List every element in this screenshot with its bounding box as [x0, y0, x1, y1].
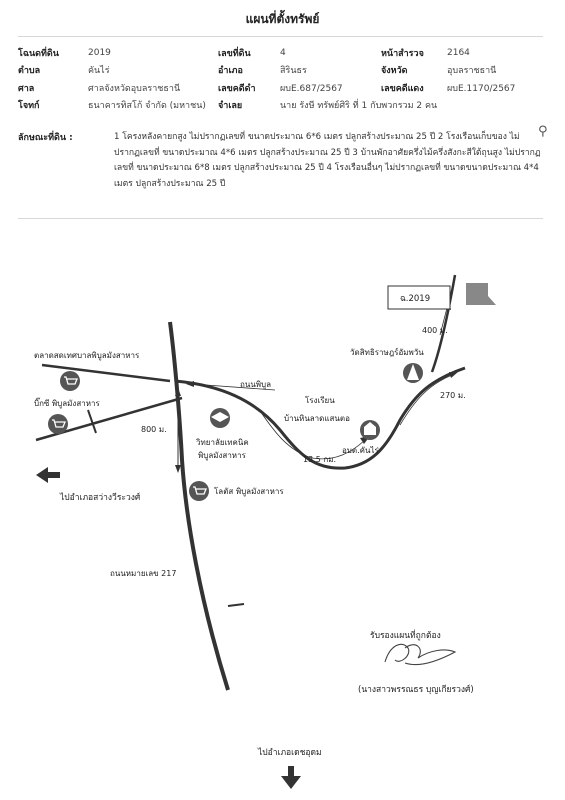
district-value: สิรินธร: [280, 66, 307, 77]
court-value: ศาลจังหวัดอุบลราชธานี: [88, 83, 181, 94]
district-label: อำเภอ: [218, 66, 243, 77]
arrow-down-icon: [281, 766, 301, 789]
school-icon: [360, 420, 380, 440]
route-arrow-270m: [400, 375, 452, 425]
signer-label: (นางสาวพรรณธร บุญเกียรวงศ์): [358, 685, 474, 695]
dist-270m-label: 270 ม.: [440, 391, 466, 400]
highway-label: ถนนหมายเลข 217: [110, 569, 177, 578]
survey-page-value: 2164: [447, 47, 470, 58]
temple-icon: [403, 363, 423, 383]
to-sawang-label: ไปอำเภอสว่างวีระวงศ์: [60, 493, 141, 503]
market-label: ตลาดสดเทศบาลพิบูลมังสาหาร: [34, 351, 140, 360]
lotus-label: โลตัส พิบูลมังสาหาร: [214, 487, 284, 496]
province-value: อุบลราชธานี: [447, 66, 497, 77]
survey-page-label: หน้าสำรวจ: [381, 48, 424, 59]
black-case-label: เลขคดีดำ: [218, 83, 256, 94]
certify-label: รับรองแผนที่ถูกต้อง: [370, 631, 441, 641]
black-case-value: ผบE.687/2567: [280, 83, 343, 94]
subdistrict-value: คันไร่: [88, 66, 110, 77]
college-icon: [210, 408, 230, 428]
page-title: แผนที่ตั้งทรัพย์: [245, 12, 320, 26]
deed-value: 2019: [88, 47, 111, 58]
obt-label: อบต.คันไร่: [342, 446, 379, 455]
highway-217-road: [170, 322, 228, 690]
defendant-label: จำเลย: [218, 101, 243, 112]
bigc-label: บิ๊กซี พิบูลมังสาหาร: [34, 399, 100, 408]
deed-label: โฉนดที่ดิน: [18, 48, 59, 59]
defendant-value: นาย รังษี ทรัพย์ศิริ ที่ 1 กับพวกรวม 2 คน: [280, 101, 438, 112]
arrow-left-icon: [36, 467, 60, 483]
college-label-1: วิทยาลัยเทคนิค: [196, 438, 249, 447]
property-parcel-shape: [466, 283, 496, 305]
dist-400m-label: 400 ม.: [422, 326, 448, 335]
pin-icon: ⚲: [538, 124, 548, 139]
dist-800m-label: 800 ม.: [141, 425, 167, 434]
dimension-800m-bottom-arrow: [175, 465, 181, 473]
province-label: จังหวัด: [381, 66, 408, 77]
plaintiff-value: ธนาคารทิสโก้ จำกัด (มหาชน): [88, 101, 206, 112]
description-text: 1 โครงหลังคายกสูง ไม่ปรากฏเลขที่ ขนาดประมาณ 6*6 เมตร ปลูกสร้างประมาณ 25 ปี 2 โรงเรือนเก็บของ ไม่ปรากฏเลขที่ ขนาดประมาณ 4*6 เมตร ปลูกสร้างประมาณ 25 ปี 3 บ้านพักอาศัยครึ่งไม้ครึ่งสังกะสีใต้ถุนสูง ไม่ปรากฏเลขที่ ขนาดประมาณ 6*8 เมตร ปลูกสร้างประมาณ 25 ปี 4 โรงเรือนอื่นๆ ไม่ปรากฏเลขที่ ขนาดขนาดประมาณ 4*4 เมตร ปลูกสร้างประมาณ 25 ปี: [114, 132, 541, 189]
side-branch-road: [88, 410, 96, 433]
lotus-cart-icon: [189, 481, 209, 501]
description-label: ลักษณะที่ดิน :: [18, 133, 73, 143]
red-case-label: เลขคดีแดง: [381, 83, 424, 94]
subdistrict-label: ตำบล: [18, 66, 41, 77]
red-case-value: ผบE.1170/2567: [447, 83, 516, 94]
plaintiff-label: โจทก์: [18, 101, 40, 112]
pibul-road-label: ถนนพิบูล: [240, 380, 272, 389]
college-label-2: พิบูลมังสาหาร: [198, 451, 246, 460]
to-dechudom-label: ไปอำเภอเดชอุดม: [258, 748, 322, 758]
signature-scribble: [385, 644, 455, 664]
land-no-label: เลขที่ดิน: [218, 48, 251, 59]
bigc-cart-icon: [48, 414, 68, 434]
route-arrowhead-270m: [449, 372, 458, 378]
market-cart-icon: [60, 371, 80, 391]
dist-13-5km-label: 13.5 กม.: [303, 455, 337, 464]
highway-branch-tick: [228, 604, 244, 606]
land-no-value: 4: [280, 47, 286, 58]
school-label-1: โรงเรียน: [305, 396, 335, 405]
deed-box-label: ฉ.2019: [400, 294, 431, 304]
school-label-2: บ้านหินลาดแสนตอ: [284, 414, 350, 423]
court-label: ศาล: [18, 83, 35, 94]
temple-label: วัดสิทธิราษฎร์อัมพวัน: [350, 348, 424, 357]
